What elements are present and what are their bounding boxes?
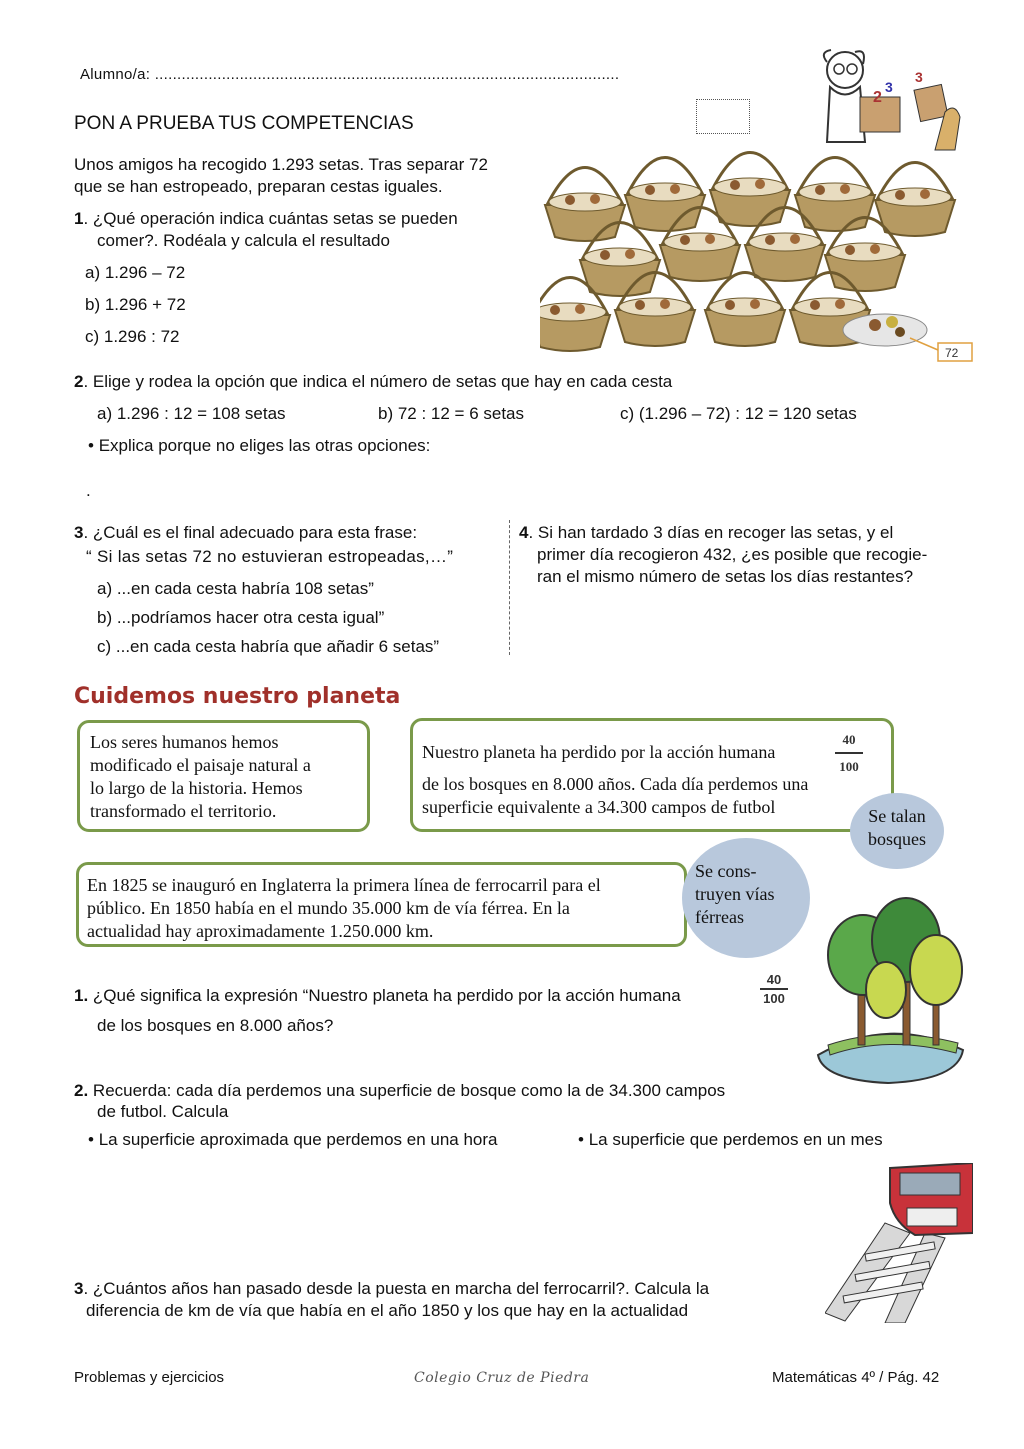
- box2-line-3: superficie equivalente a 34.300 campos de futbol: [422, 797, 776, 817]
- p3-text: . ¿Cuántos años han pasado desde la puesta en marcha del ferrocarril?. Calcula la: [83, 1279, 710, 1298]
- basket: [625, 158, 705, 232]
- box2-line-1: Nuestro planeta ha perdido por la acción humana: [422, 742, 776, 762]
- svg-text:3: 3: [915, 69, 923, 85]
- p2-line-1: [74, 1080, 725, 1102]
- q2-option-b[interactable]: b) 72 : 12 = 6 setas: [378, 404, 525, 423]
- q2-bullet-text: Explica porque no eliges las otras opciones:: [98, 436, 431, 455]
- q1-number: 1: [74, 209, 84, 228]
- q2-answer-dot: .: [86, 481, 91, 500]
- p2-number: 2.: [74, 1081, 89, 1100]
- spoiled-mushrooms-pile: [843, 314, 927, 346]
- basket-count-label: 72: [945, 346, 959, 360]
- box2-fraction: [835, 728, 863, 778]
- info-box-railway: [76, 862, 687, 947]
- column-divider: [509, 520, 510, 655]
- bubble-railway-line-2: truyen vías: [695, 884, 775, 904]
- p1-line-1: [74, 985, 681, 1007]
- q4-number: 4: [519, 523, 529, 542]
- p1-number: 1.: [74, 986, 89, 1005]
- q2-option-a[interactable]: a) 1.296 : 12 = 108 setas: [97, 404, 286, 423]
- q2-text: . Elige y rodea la opción que indica el número de setas que hay en cada cesta: [83, 372, 673, 391]
- p2-bullet-1-text: La superficie aproximada que perdemos en una hora: [98, 1130, 498, 1149]
- p1-fraction-bar: [760, 988, 788, 990]
- student-name-line: Alumno/a: ........................................................................................................: [80, 66, 620, 83]
- info-box-landscape: [77, 720, 370, 832]
- p2-bullet-2-text: La superficie que perdemos en un mes: [588, 1130, 883, 1149]
- q1-text: . ¿Qué operación indica cuántas setas se pueden: [83, 209, 458, 228]
- bubble-railway: [682, 838, 810, 958]
- q1-line-2: comer?. Rodéala y calcula el resultado: [97, 231, 390, 250]
- fraction-bar: [835, 752, 863, 754]
- footer-left: Problemas y ejercicios: [74, 1369, 225, 1386]
- section-title: PON A PRUEBA TUS COMPETENCIAS: [74, 113, 414, 134]
- box2-line-2: de los bosques en 8.000 años. Cada día perdemos una: [422, 774, 809, 794]
- box1-line-2: modificado el paisaje natural a: [90, 755, 311, 775]
- q4-text: . Si han tardado 3 días en recoger las setas, y el: [528, 523, 894, 542]
- p2-text: Recuerda: cada día perdemos una superficie de bosque como la de 34.300 campos: [88, 1081, 726, 1100]
- baskets-illustration: [540, 150, 975, 365]
- p1-fraction-denominator: 100: [763, 991, 785, 1006]
- footer-right: Matemáticas 4º / Pág. 42: [772, 1369, 940, 1386]
- box3-line-1: En 1825 se inauguró en Inglaterra la primera línea de ferrocarril para el: [87, 875, 601, 895]
- q4-line-3: ran el mismo número de setas los días restantes?: [537, 567, 914, 586]
- svg-text:2: 2: [873, 89, 882, 106]
- q1-option-c[interactable]: c) 1.296 : 72: [85, 327, 180, 346]
- intro-line-1: Unos amigos ha recogido 1.293 setas. Tras separar 72: [74, 155, 488, 174]
- q3-option-c[interactable]: c) ...en cada cesta habría que añadir 6 setas”: [97, 637, 440, 656]
- basket: [875, 163, 955, 237]
- intro-line-2: que se han estropeado, preparan cestas iguales.: [74, 177, 443, 196]
- q3-option-a[interactable]: a) ...en cada cesta habría 108 setas”: [97, 579, 374, 598]
- bubble-forests: [850, 793, 944, 869]
- p2-bullet-2: • La superficie que perdemos en un mes: [578, 1130, 883, 1149]
- q1-option-a[interactable]: a) 1.296 – 72: [85, 263, 186, 282]
- scientist-illustration: [805, 42, 970, 154]
- box1-line-1: Los seres humanos hemos: [90, 732, 279, 752]
- planet-title: Cuidemos nuestro planeta: [74, 684, 401, 709]
- basket: [705, 273, 785, 347]
- bubble-forests-line-1: Se talan: [868, 806, 926, 826]
- q1-option-b[interactable]: b) 1.296 + 72: [85, 295, 186, 314]
- p3-number: 3: [74, 1279, 84, 1298]
- train-illustration: [825, 1163, 973, 1323]
- bubble-railway-line-3: férreas: [695, 907, 744, 927]
- info-box-forests: [410, 718, 894, 832]
- q1-line-1: [74, 208, 458, 230]
- q4-line-2: primer día recogieron 432, ¿es posible que recogie-: [537, 545, 928, 564]
- p2-bullet-1: • La superficie aproximada que perdemos en una hora: [88, 1130, 498, 1149]
- bubble-forests-line-2: bosques: [868, 829, 926, 849]
- q2-option-c[interactable]: c) (1.296 – 72) : 12 = 120 setas: [620, 404, 857, 423]
- basket: [545, 168, 625, 242]
- box3-line-3: actualidad hay aproximadamente 1.250.000 km.: [87, 921, 434, 941]
- q2-line: [74, 371, 672, 393]
- fraction-denominator: 100: [839, 759, 859, 774]
- footer-center: Colegio Cruz de Piedra: [414, 1370, 590, 1386]
- q3-line: [74, 522, 417, 544]
- bubble-railway-line-1: Se cons-: [695, 861, 757, 881]
- p3-line-1: [74, 1278, 709, 1300]
- forest-illustration: [808, 895, 973, 1085]
- q3-number: 3: [74, 523, 84, 542]
- p1-fraction: [760, 972, 788, 1006]
- q4-line-1: [519, 522, 893, 544]
- svg-text:3: 3: [885, 79, 893, 95]
- q3-text: . ¿Cuál es el final adecuado para esta frase:: [83, 523, 418, 542]
- box1-line-3: lo largo de la historia. Hemos: [90, 778, 303, 798]
- q3-quote: “ Si las setas 72 no estuvieran estropeadas,…”: [86, 547, 454, 566]
- fraction-numerator: 40: [842, 732, 856, 747]
- p1-fraction-numerator: 40: [766, 972, 782, 987]
- box3-line-2: público. En 1850 había en el mundo 35.000 km de vía férrea. En la: [87, 898, 570, 918]
- basket: [710, 153, 790, 227]
- p1-text: ¿Qué significa la expresión “Nuestro planeta ha perdido por la acción humana: [88, 986, 681, 1005]
- q3-option-b[interactable]: b) ...podríamos hacer otra cesta igual”: [97, 608, 385, 627]
- score-box[interactable]: [696, 99, 750, 134]
- p3-line-2: diferencia de km de vía que había en el año 1850 y los que hay en la actualidad: [86, 1301, 689, 1320]
- q2-number: 2: [74, 372, 84, 391]
- p1-line-2: de los bosques en 8.000 años?: [97, 1016, 334, 1035]
- box1-line-4: transformado el territorio.: [90, 801, 277, 821]
- p2-line-2: de futbol. Calcula: [97, 1102, 229, 1121]
- q2-bullet: • Explica porque no eliges las otras opciones:: [88, 436, 431, 455]
